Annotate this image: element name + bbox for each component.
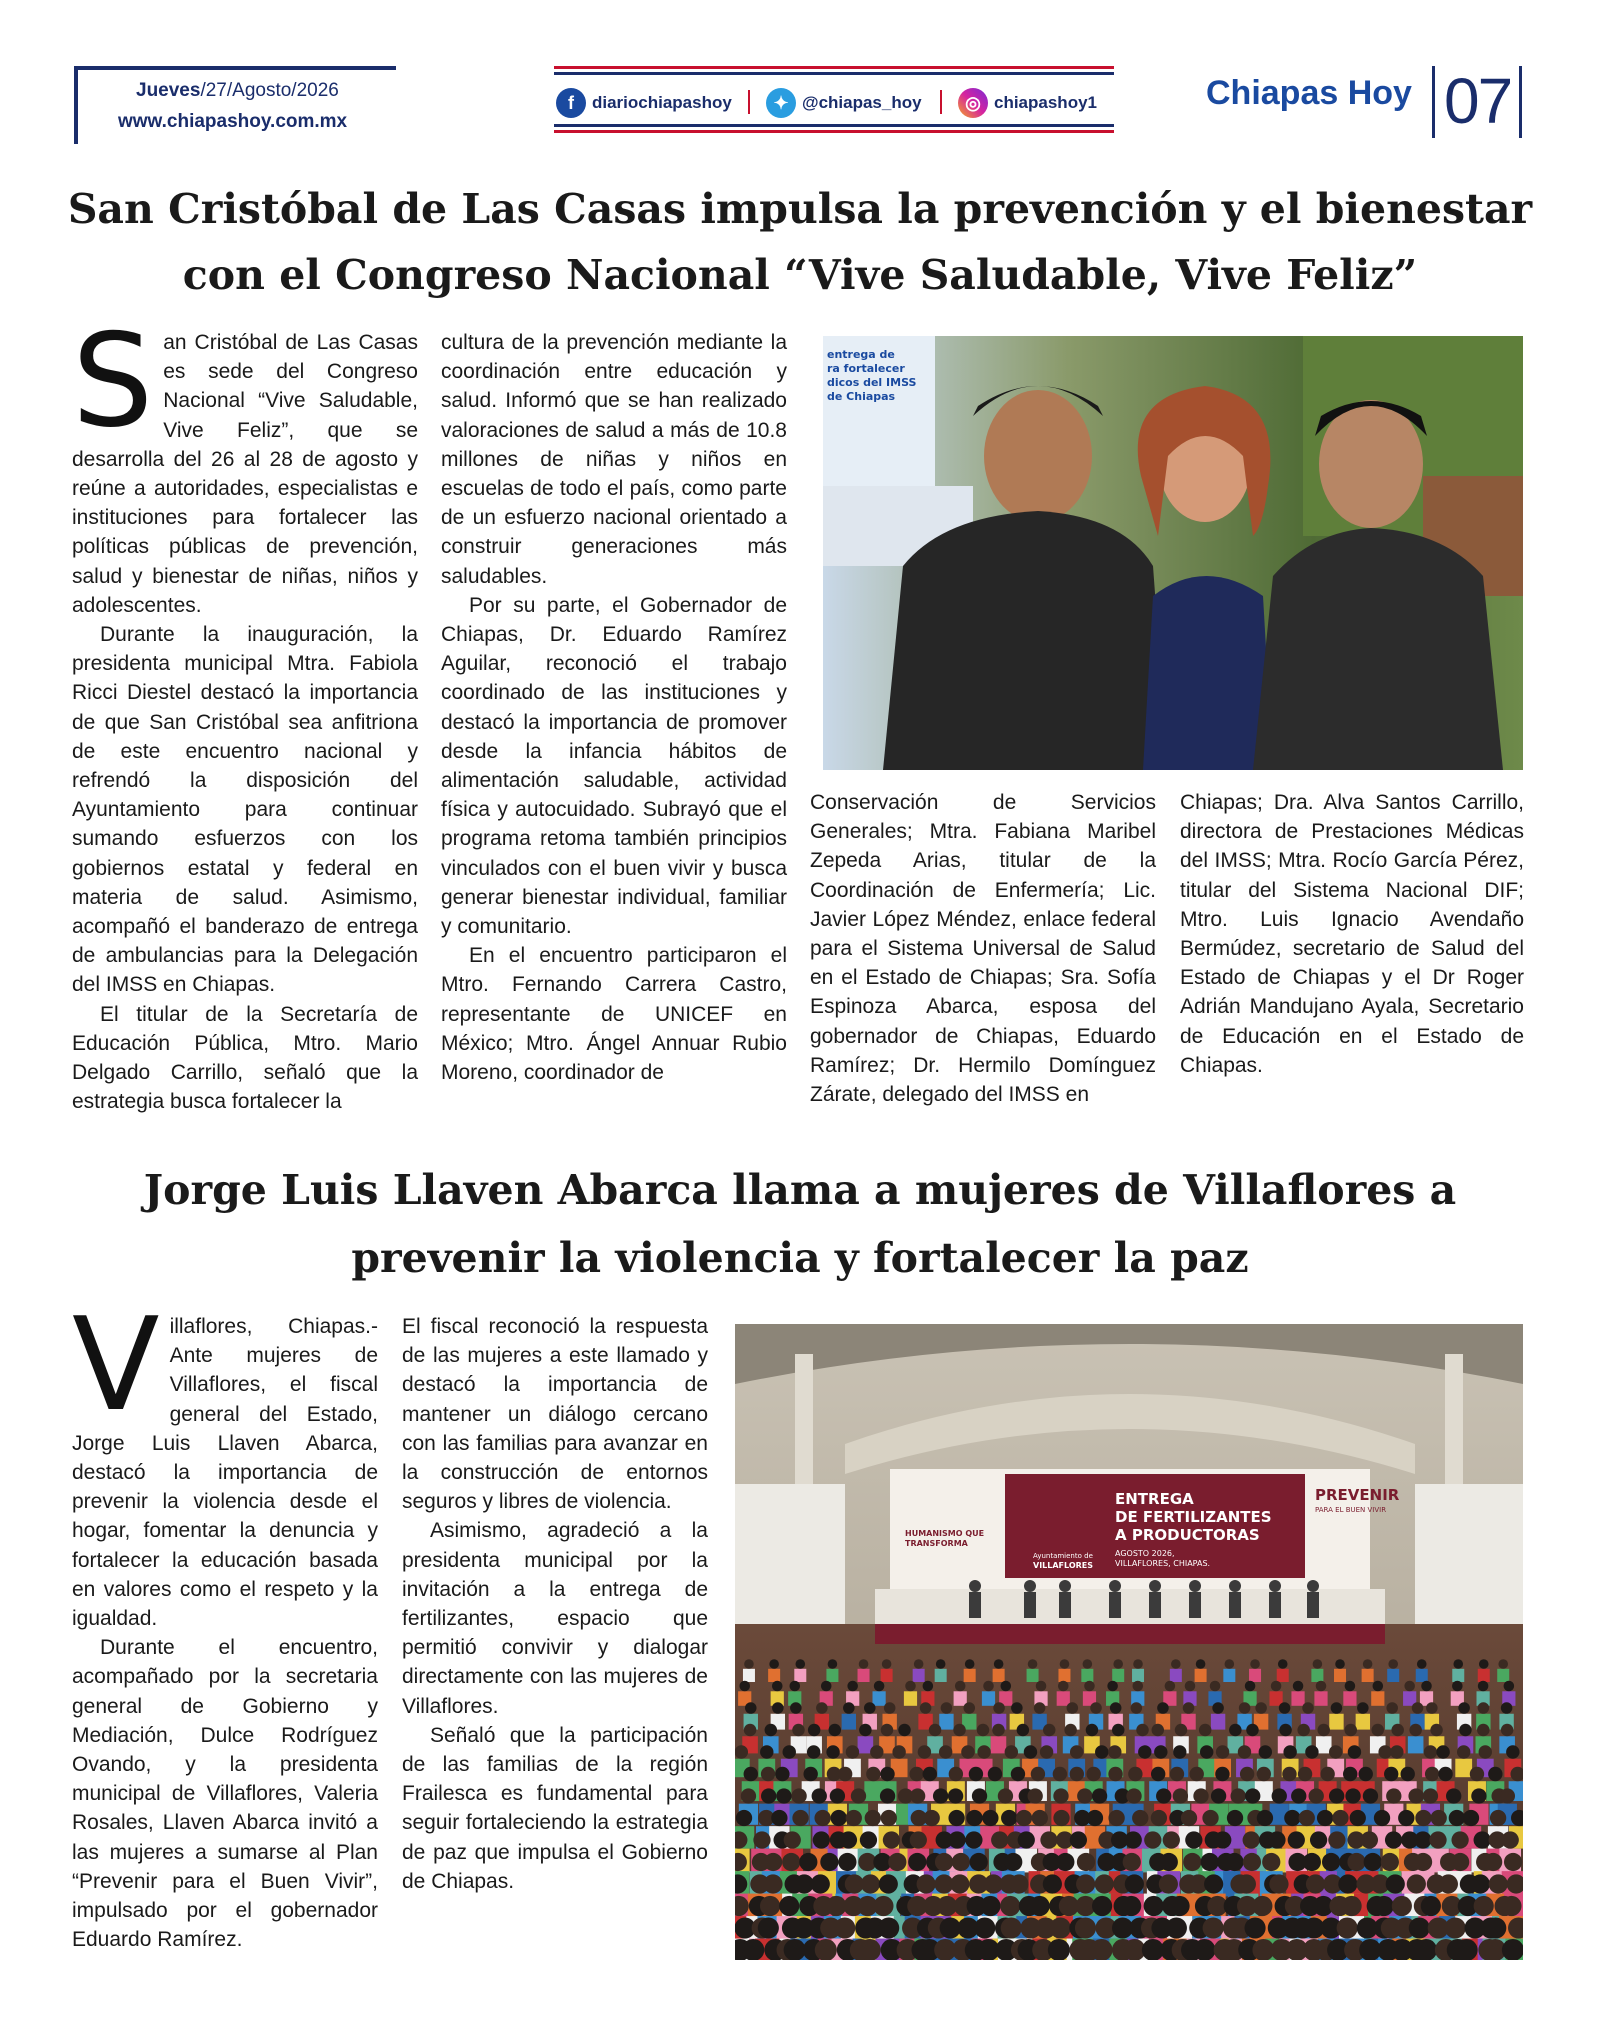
headline-line: Jorge Luis Llaven Abarca llama a mujeres de Villaflores a (143, 1166, 1457, 1214)
paragraph: Señaló que la participación de las familias de la región Frailesca es fundamental para seguir fortaleciendo la estrategia de paz que impulsa el Gobierno de Chiapas. (402, 1723, 708, 1893)
photo-banner-text: de Chiapas (827, 390, 896, 403)
article2-column-2 (402, 1312, 708, 1896)
banner-right-text: PARA EL BUEN VIVIR (1315, 1506, 1387, 1514)
article1-column-4 (1180, 788, 1524, 1080)
banner-left-text: TRANSFORMA (905, 1539, 968, 1548)
banner-title-text: ENTREGA (1115, 1490, 1194, 1508)
divider (940, 90, 942, 114)
divider (554, 130, 1114, 133)
group-portrait-image (823, 336, 1523, 770)
article2-headline (60, 1156, 1540, 1292)
section-title: Chiapas Hoy (1206, 74, 1412, 112)
paragraph: Por su parte, el Gobernador de Chiapas, Dr. Eduardo Ramírez Aguilar, reconoció el trabajo coordinado de las instituciones y destacó la importancia de promover desde la infancia hábitos de alimentación saludable, actividad física y autocuidado. Subrayó que el programa retoma también principios vinculados con el buen vivir y busca generar bienestar individual, familiar y comunitario. (441, 593, 787, 939)
website-url[interactable]: www.chiapashoy.com.mx (118, 111, 348, 132)
paragraph: cultura de la prevención mediante la coordinación entre educación y salud. Informó que se han realizado valoraciones de salud a más de 10.8 millones de niñas y niños en escuelas de todo el país, como parte de un esfuerzo nacional orientado a construir generaciones más saludables. (441, 331, 787, 588)
facebook-handle: diariochiapashoy (592, 93, 732, 112)
instagram-link[interactable] (958, 88, 1097, 118)
facebook-icon: f (556, 88, 586, 118)
divider (554, 66, 1114, 69)
banner-title-text: DE FERTILIZANTES (1115, 1508, 1272, 1526)
paragraph: Conservación de Servicios Generales; Mtra. Fabiana Maribel Zepeda Arias, titular de la Coordinación de Enfermería; Lic. Javier López Méndez, enlace federal para el Sistema Universal de Salud en el Estado de Chiapas; Sra. Sofía Espinoza Abarca, esposa del gobernador de Chiapas, Eduardo Ramírez; Dr. Hermilo Domínguez Zárate, delegado del IMSS en (810, 791, 1156, 1107)
photo-banner-text: entrega de (827, 348, 895, 361)
paragraph: Chiapas; Dra. Alva Santos Carrillo, directora de Prestaciones Médicas del IMSS; Mtra. Rocío García Pérez, titular del Sistema Nacional DIF; Mtro. Luis Ignacio Avendaño Bermúdez, secretario de Salud del Estado de Chiapas y el Dr Roger Adrián Mandujano Ayala, Secretario de Educación en el Estado de Chiapas. (1180, 791, 1524, 1077)
banner-subtitle-text: AGOSTO 2026, (1115, 1549, 1175, 1558)
headline-line: prevenir la violencia y fortalecer la paz (351, 1234, 1249, 1282)
paragraph: El titular de la Secretaría de Educación Pública, Mtro. Mario Delgado Carrillo, señaló que la estrategia busca fortalecer la (72, 1002, 418, 1114)
twitter-icon: ✦ (766, 88, 796, 118)
paragraph: Durante el encuentro, acompañado por la secretaria general de Gobierno y Mediación, Dulce Rodríguez Ovando, y la presidenta municipal de Villaflores, Valeria Rosales, Llaven Abarca invitó a las mujeres a sumarse al Plan “Prevenir para el Buen Vivir”, impulsado por el gobernador Eduardo Ramírez. (72, 1636, 378, 1952)
divider (748, 90, 750, 114)
divider (554, 72, 1114, 75)
paragraph: an Cristóbal de Las Casas es sede del Congreso Nacional “Vive Saludable, Vive Feliz”, que se desarrolla del 26 al 28 de agosto y reúne a autoridades, especialistas e instituciones para fortalecer las políticas públicas de prevención, salud y bienestar de niñas, niños y adolescentes. (72, 331, 418, 617)
paragraph: Durante la inauguración, la presidenta municipal Mtra. Fabiola Ricci Diestel destacó la importancia de que San Cristóbal sea anfitriona de este encuentro nacional y refrendó la disposición del Ayuntamiento para continuar sumando esfuerzos con los gobiernos estatal y federal en materia de salud. Asimismo, acompañó el banderazo de entrega de ambulancias para la Delegación del IMSS en Chiapas. (72, 623, 418, 997)
event-crowd-image (735, 1324, 1523, 1960)
instagram-icon: ◎ (958, 88, 988, 118)
twitter-link[interactable] (766, 88, 922, 118)
banner-left-text: HUMANISMO QUE (905, 1529, 985, 1538)
article1-photo (823, 336, 1523, 770)
paragraph: Asimismo, agradeció a la presidenta municipal por la invitación a la entrega de fertilizantes, espacio que permitió convivir y dialogar directamente con las mujeres de Villaflores. (402, 1519, 708, 1718)
headline-line: con el Congreso Nacional “Vive Saludable, Vive Feliz” (182, 251, 1418, 299)
photo-banner-text: dicos del IMSS (827, 376, 917, 389)
banner-muni-text: Ayuntamiento de (1033, 1552, 1093, 1560)
issue-date: Jueves/27/Agosto/2026 (136, 80, 339, 101)
article1-column-1 (72, 307, 418, 1116)
drop-cap: S (72, 307, 154, 456)
banner-right-text: PREVENIR (1315, 1486, 1400, 1504)
article2-column-1 (72, 1291, 378, 1954)
page-number: 07 (1444, 65, 1512, 137)
photo-banner-text: ra fortalecer (827, 362, 905, 375)
paragraph: En el encuentro participaron el Mtro. Fernando Carrera Castro, representante de UNICEF en México; Mtro. Ángel Annuar Rubio Moreno, coordinador de (441, 944, 787, 1085)
banner-subtitle-text: VILLAFLORES, CHIAPAS. (1115, 1559, 1211, 1568)
paragraph: El fiscal reconoció la respuesta de las mujeres a este llamado y destacó la importancia de mantener un diálogo cercano con las familias para avanzar en la construcción de entornos seguros y libres de violencia. (402, 1315, 708, 1514)
facebook-link[interactable] (556, 88, 732, 118)
drop-cap: V (72, 1291, 160, 1440)
article1-column-2 (441, 328, 787, 1087)
twitter-handle: @chiapas_hoy (802, 93, 922, 112)
banner-title-text: A PRODUCTORAS (1115, 1526, 1260, 1544)
divider (554, 124, 1114, 127)
banner-muni-text: VILLAFLORES (1033, 1561, 1094, 1570)
article1-column-3 (810, 788, 1156, 1109)
article1-headline (60, 176, 1540, 308)
social-bar (554, 66, 1114, 134)
headline-line: San Cristóbal de Las Casas impulsa la prevención y el bienestar (67, 185, 1533, 233)
article2-photo (735, 1324, 1523, 1960)
paragraph: illaflores, Chiapas.- Ante mujeres de Villaflores, el fiscal general del Estado, Jorge Luis Llaven Abarca, destacó la importancia de prevenir la violencia desde el hogar, fomentar la denuncia y fortalecer la educación basada en valores como el respeto y la igualdad. (72, 1315, 378, 1631)
instagram-handle: chiapashoy1 (994, 93, 1097, 112)
